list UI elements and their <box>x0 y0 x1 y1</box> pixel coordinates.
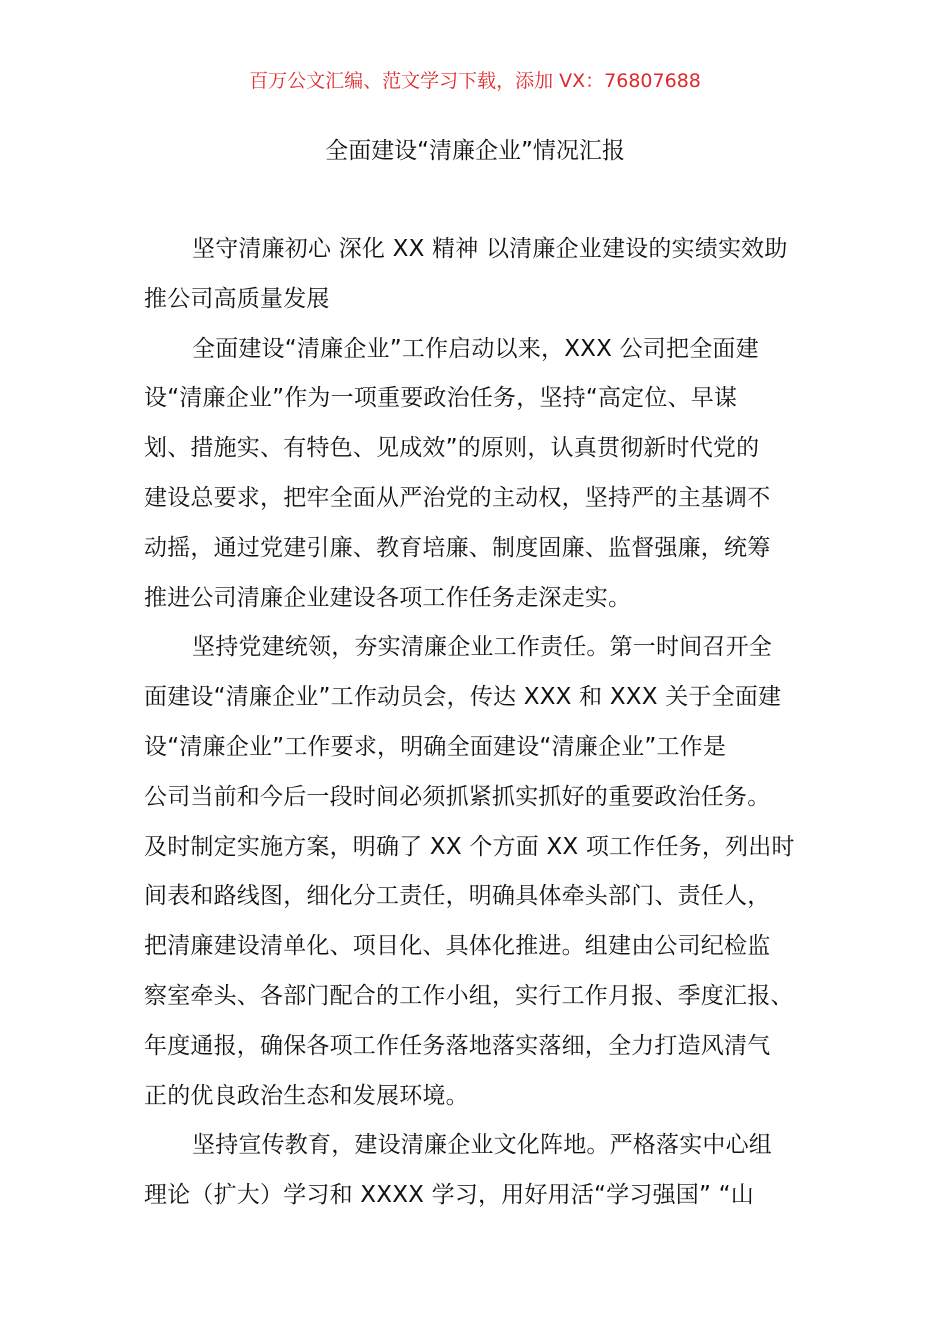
paragraph-line: 动摇，通过党建引廉、教育培廉、制度固廉、监督强廉，统筹 <box>144 534 771 561</box>
paragraph-line: 公司当前和今后一段时间必须抓紧抓实抓好的重要政治任务。 <box>144 783 771 810</box>
paragraph-line: 间表和路线图，细化分工责任，明确具体牵头部门、责任人， <box>144 883 771 910</box>
paragraph-line: 设“清廉企业”工作要求，明确全面建设“清廉企业”工作是 <box>144 733 727 760</box>
paragraph-line: 坚持党建统领，夯实清廉企业工作责任。第一时间召开全 <box>192 634 772 661</box>
paragraph-line: 正的优良政治生态和发展环境。 <box>144 1082 469 1109</box>
paragraph-line: 把清廉建设清单化、项目化、具体化推进。组建由公司纪检监 <box>144 933 771 960</box>
paragraph-line: 建设总要求，把牢全面从严治党的主动权，坚持严的主基调不 <box>144 484 771 511</box>
paragraph-line: 察室牵头、各部门配合的工作小组，实行工作月报、季度汇报、 <box>144 982 794 1009</box>
paragraph <box>144 1121 814 1221</box>
paragraph-line: 面建设“清廉企业”工作动员会，传达 XXX 和 XXX 关于全面建 <box>144 684 782 711</box>
paragraph-line: 坚持宣传教育，建设清廉企业文化阵地。严格落实中心组 <box>192 1132 772 1159</box>
paragraph-line: 及时制定实施方案，明确了 XX 个方面 XX 项工作任务，列出时 <box>144 833 795 860</box>
paragraph-line: 推公司高质量发展 <box>144 285 330 312</box>
paragraph-line: 全面建设“清廉企业”工作启动以来，XXX 公司把全面建 <box>192 335 759 362</box>
paragraph-line: 设“清廉企业”作为一项重要政治任务，坚持“高定位、早谋 <box>144 385 738 412</box>
paragraph <box>144 225 814 325</box>
watermark-header: 百万公文汇编、范文学习下载，添加 VX：76807688 <box>249 70 701 92</box>
paragraph-line: 推进公司清廉企业建设各项工作任务走深走实。 <box>144 584 632 611</box>
paragraph-line: 理论（扩大）学习和 XXXX 学习，用好用活“学习强国” “山 <box>144 1182 754 1209</box>
paragraph-line: 划、措施实、有特色、见成效”的原则，认真贯彻新时代党的 <box>144 435 760 462</box>
paragraph <box>144 623 814 1121</box>
paragraph-line: 坚守清廉初心 深化 XX 精神 以清廉企业建设的实绩实效助 <box>192 236 788 262</box>
document-body <box>144 225 814 1221</box>
document-title: 全面建设“清廉企业”情况汇报 <box>325 138 625 164</box>
paragraph-line: 年度通报，确保各项工作任务落地落实落细，全力打造风清气 <box>144 1032 771 1059</box>
paragraph <box>144 325 814 624</box>
